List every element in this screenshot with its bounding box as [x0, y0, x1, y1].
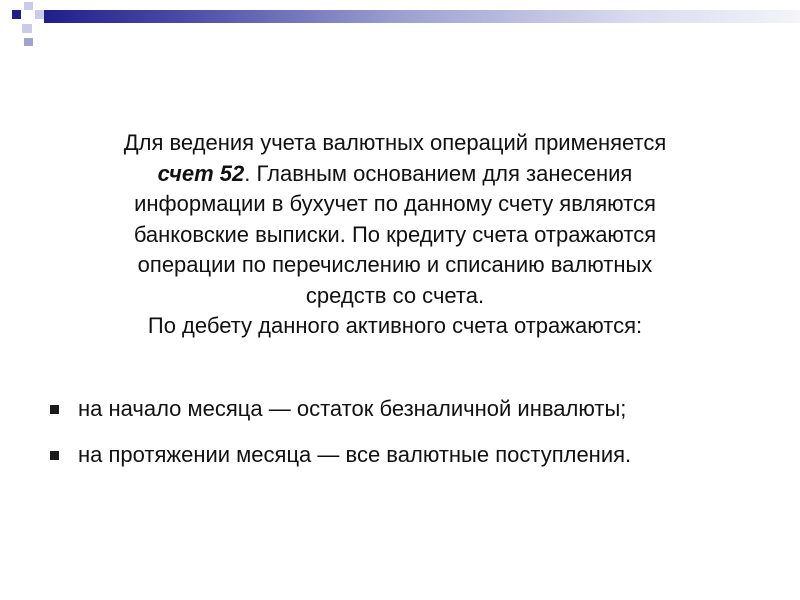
- paragraph-line: средств со счета.: [305, 282, 485, 308]
- list-item: [0, 438, 800, 484]
- paragraph-line: информации в бухучет по данному счету являются: [134, 191, 656, 216]
- paragraph-line: операции по перечислению и списанию валютных: [137, 252, 653, 277]
- bullet-text: на протяжении месяца — все валютные поступления.: [78, 442, 632, 467]
- square-bullet-icon: [50, 451, 59, 460]
- deco-square: [22, 24, 32, 33]
- paragraph-line: [40, 159, 750, 190]
- paragraph-line: По дебету данного активного счета отражаются:: [147, 313, 643, 338]
- deco-square: [12, 10, 21, 19]
- paragraph-line: банковские выписки. По кредиту счета отражаются: [133, 221, 657, 247]
- bullet-list: [0, 392, 800, 484]
- main-paragraph: [40, 128, 750, 342]
- deco-square: [24, 2, 33, 10]
- bullet-text: на начало месяца — остаток безналичной инвалюты;: [78, 396, 627, 421]
- paragraph-line-rest: . Главным основанием для занесения: [244, 160, 633, 186]
- list-item: [0, 392, 800, 438]
- deco-square: [24, 38, 33, 46]
- header-gradient-band: [44, 10, 800, 23]
- account-number: счет 52: [157, 160, 245, 186]
- deco-square: [35, 10, 44, 19]
- square-bullet-icon: [50, 405, 59, 414]
- header-decoration: [0, 0, 800, 48]
- paragraph-line: Для ведения учета валютных операций применяется: [123, 130, 667, 155]
